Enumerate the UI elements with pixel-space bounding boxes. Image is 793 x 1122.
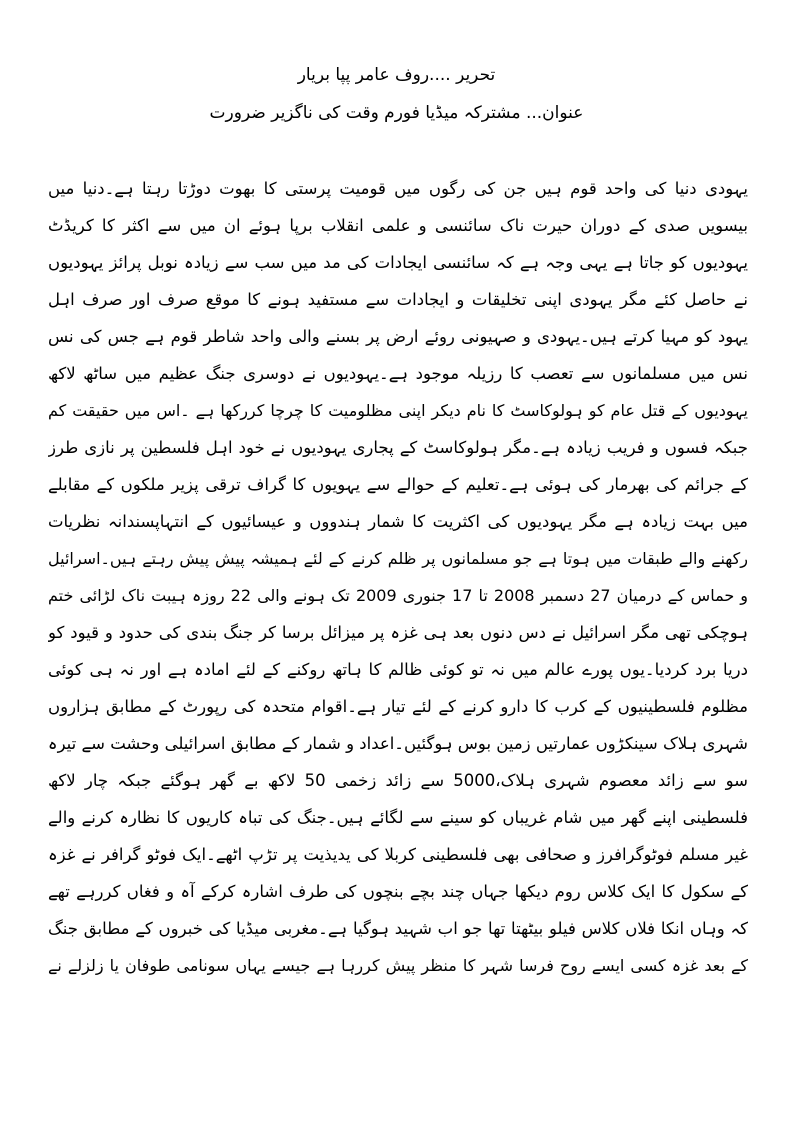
body-line: دریا برد کردیا۔یوں پورے عالم میں نہ تو کوئی ظالم کا ہاتھ روکنے کے لئے امادہ ہے اور نہ ہی کوئی — [48, 660, 748, 679]
body-line: شہری ہلاک سینکڑوں عمارتیں زمین بوس ہوگئیں۔اعداد و شمار کے مطابق اسرائیلی وحشت سے تیرہ — [48, 734, 748, 753]
body-line: کے بعد غزہ کسی ایسے روح فرسا شہر کا منظر پیش کررہا ہے جیسے یہاں سونامی طوفان یا زلزلے نے — [48, 956, 748, 975]
body-line: مظلوم فلسطینیوں کے کرب کا دارو کرنے کے لئے تیار ہے۔اقوام متحدہ کی رپورٹ کے مطابق ہزاروں — [48, 697, 748, 716]
body-line: جبکہ فسوں و فریب زیادہ ہے۔مگر ہولوکاسٹ کے پجاری یہودیوں نے خود اہل فلسطین پر نازی طرز — [48, 438, 748, 457]
body-line: یہودیوں کے قتل عام کو ہولوکاسٹ کا نام دیکر اپنی مظلومیت کا چرچا کررکھا ہے ۔اس میں حقیقت کم — [48, 401, 748, 420]
body-line: یہود کو مہیا کرتے ہیں۔یہودی و صہیونی روئے ارض پر بسنے والی واحد شاطر قوم ہے جس کی نس — [48, 327, 748, 346]
body-line: سو سے زائد معصوم شہری ہلاک،5000 سے زائد زخمی 50 لاکھ بے گھر ہوگئے جبکہ چار لاکھ — [48, 771, 748, 790]
body-line: فلسطینی اپنے گھر میں شام غریباں کو سینے سے لگائے ہیں۔جنگ کی تباہ کاریوں کا نظارہ کرنے والے — [48, 808, 748, 827]
body-line: کے سکول کا ایک کلاس روم دیکھا جہاں چند بچے بنچوں کی طرف اشارہ کرکے آہ و فغاں کررہے تھے — [48, 882, 748, 901]
body-line: ہوچکی تھی مگر اسرائیل نے دس دنوں بعد ہی غزہ پر میزائل برسا کر جنگ بندی کی حدود و قیود کو — [48, 623, 748, 642]
subject-line: عنوان... مشترکہ میڈیا فورم وقت کی ناگزیر ضرورت — [209, 103, 584, 123]
body-line: نس میں مسلمانوں سے تعصب کا رزیلہ موجود ہے۔یہودیوں نے دوسری جنگ عظیم میں ساٹھ لاکھ — [48, 364, 748, 383]
body-line: نے حاصل کئے مگر یہودی اپنی تخلیقات و ایجادات سے مستفید ہونے کا موقع صرف اور صرف اہل — [48, 290, 748, 309]
body-line: غیر مسلم فوٹوگرافرز و صحافی بھی فلسطینی کربلا کی یدیذیت پر تڑپ اٹھے۔ایک فوٹو گرافر نے غزہ — [48, 845, 748, 864]
body-line: بیسویں صدی کے دوران حیرت ناک سائنسی و علمی انقلاب برپا ہوئے ان میں سے اکثر کا کریڈٹ — [48, 216, 748, 235]
body-line: و حماس کے درمیان 27 دسمبر 2008 تا 17 جنوری 2009 تک ہونے والی 22 روزہ ہیبت ناک لڑائی ختم — [48, 586, 748, 605]
body-line: کے جرائم کی بھرمار کی ہوئی ہے۔تعلیم کے حوالے سے یہویوں کا گراف ترقی پزیر ملکوں کے مقابلے — [48, 475, 748, 494]
body-line: رکھنے والے طبقات میں ہوتا ہے جو مسلمانوں پر ظلم کرنے کے لئے ہمیشہ پیش پیش رہتے ہیں۔اسرائیل — [48, 549, 748, 568]
body-line: یہودی دنیا کی واحد قوم ہیں جن کی رگوں میں قومیت پرستی کا بھوت دوڑتا رہتا ہے۔دنیا میں — [48, 179, 748, 198]
body-line: میں بہت زیادہ ہے مگر یہودیوں کی اکثریت کا شمار ہندووں و عیسائیوں کے انتہاپسندانہ نظریات — [48, 512, 748, 531]
body-line: کہ وہاں انکا فلاں کلاس فیلو بیٹھتا تھا جو اب شہید ہوگیا ہے۔مغربی میڈیا کی خبروں کے مطابق جنگ — [48, 919, 748, 938]
article-body — [48, 170, 748, 984]
author-line: تحریر ....روف عامر پپا بریار — [297, 65, 496, 85]
body-line: یہودیوں کو جاتا ہے یہی وجہ ہے کہ سائنسی ایجادات کی مد میں سب سے زیادہ نوبل پرائز یہودیوں — [48, 253, 748, 272]
